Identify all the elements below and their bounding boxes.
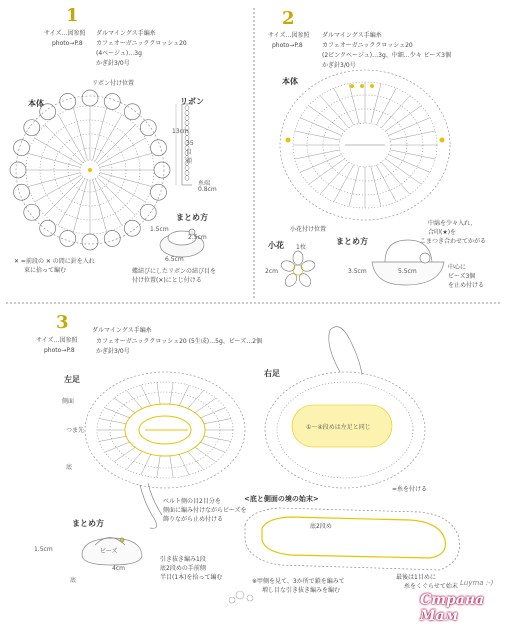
s2-yarn-name: カフェオーガニッククロッシェ20: [322, 42, 413, 49]
s3-number: 3: [56, 312, 69, 333]
s3-note-10: 糸をくぐらせて始末: [404, 583, 458, 590]
s1-number: 1: [66, 5, 79, 26]
s3-size-label: サイズ…図参照: [36, 337, 78, 344]
s2-note-1: 中綿を少々入れ、: [428, 220, 477, 227]
s3-right-strap: [329, 327, 362, 375]
s3-note-5: 底2段めの手前側: [160, 565, 206, 572]
s1-thread-end: 糸端: [198, 180, 211, 187]
s1-ribbon-chain-count: 35目鎖: [186, 140, 194, 165]
s1-body-label: 本体: [28, 99, 44, 108]
s3-toe-label: つま先: [66, 427, 85, 434]
s3-photo-ref: photo→P.8: [44, 347, 75, 354]
s3-hook: かぎ針3/0号: [96, 348, 130, 355]
s3-side-label: 側面: [62, 398, 75, 405]
s3-dim-2: 4cm: [112, 565, 125, 572]
s3-note-1: ベルト側の目2目分を: [163, 498, 221, 505]
s2-finish-label: まとめ方: [336, 237, 368, 246]
s2-hook: かぎ針3/0号: [322, 62, 356, 69]
s3-note-9: 最後は1目めに: [396, 574, 436, 581]
s1-ribbon-position: リボン付け位置: [92, 80, 135, 87]
s1-note-1: ✕ =前段の ✕ の間に針を入れ: [14, 258, 95, 265]
s3-note-2: 側面に編み付けながらビーズを: [163, 507, 247, 514]
s1-yarn-name: カフェオーガニッククロッシェ20: [96, 40, 187, 47]
s2-yarn-brand: ダルマイングス手編糸: [322, 32, 382, 39]
decor-flowers: [229, 591, 253, 603]
s3-dim-3: 底: [70, 577, 77, 584]
s3-sole-label: 底: [66, 464, 73, 471]
s2-finish-drawing: [372, 240, 444, 285]
s1-note-3: 蝶結びにしたリボンの結び目を: [132, 268, 217, 275]
s3-boundary-title: <底と側面の境の始末>: [244, 495, 319, 503]
s3-left-label: 左足: [64, 375, 80, 384]
s1-hook: かぎ針3/0号: [96, 60, 130, 67]
s3-yarn-brand: ダルマイングス手編糸: [92, 327, 152, 334]
s2-note-6: を止め付ける: [448, 282, 485, 289]
s3-note-8: 増し目な引き抜き編みを編む: [262, 587, 341, 594]
s2-note-4: 中心に: [448, 264, 467, 271]
s2-dim-3: 5.5cm: [398, 268, 417, 275]
s3-note-4: 引き抜き編み1段: [160, 556, 206, 563]
s1-dim-1: 1.5cm: [150, 226, 169, 233]
s2-body-label: 本体: [282, 77, 298, 86]
s3-right-center-note: ①～④段めは左足と同じ: [306, 424, 371, 431]
s1-photo-ref: photo→P.8: [52, 40, 83, 47]
s3-credit: Luyma :-): [460, 579, 494, 587]
s3-attach-note: =糸を付ける: [392, 486, 428, 493]
s1-yarn-brand: ダルマイングス手編糸: [96, 30, 156, 37]
s1-dim-3: 6.5cm: [165, 256, 184, 263]
s2-note-3: こまつき合わせてかがる: [420, 238, 487, 245]
s1-center-mark: [88, 168, 92, 172]
s3-right-label: 右足: [264, 369, 280, 378]
s2-dim-1: 2cm: [265, 268, 278, 275]
s2-photo-ref: photo→P.8: [272, 42, 303, 49]
s3-note-6: 半目(1本)を拾って編む: [160, 574, 223, 581]
s2-flower-chart: [280, 251, 316, 289]
s1-note-2: 束に拾って編む: [24, 267, 67, 274]
s2-note-2: 合印(★)を: [428, 229, 457, 236]
watermark: Страна Мам: [420, 592, 485, 624]
s1-ribbon-length: 13cm: [172, 128, 189, 135]
s2-flower-label: 小花: [268, 241, 284, 250]
s3-strap-chain: [140, 483, 162, 528]
s3-boundary-drawing: [245, 508, 460, 570]
s2-yarn-color: (2ピンクベージュ)…3g、中細…少々 ビーズ3個: [322, 52, 451, 59]
s3-sole-row2: 底2段め: [310, 523, 332, 530]
s3-finish-label: まとめ方: [72, 519, 104, 528]
s3-yarn-name: カフェオーガニッククロッシェ20 (5生成)…5g、ビーズ…2個: [96, 338, 263, 345]
s1-size-label: サイズ…図参照: [44, 30, 86, 37]
s2-note-5: ビーズ3個: [448, 273, 476, 280]
s2-flower-count: 1枚: [296, 244, 306, 251]
s3-beads-label: ビーズ: [100, 548, 118, 555]
s3-dim-1: 1.5cm: [34, 546, 53, 553]
s2-flower-position: 小花付け位置: [290, 226, 327, 233]
s1-ribbon-label: リボン: [180, 97, 204, 106]
s3-note-7: ※甲側を見て、3か所で鎖を編みて: [252, 578, 345, 585]
s1-finish-label: まとめ方: [176, 213, 208, 222]
s2-size-label: サイズ…図参照: [268, 32, 310, 39]
s2-number: 2: [282, 8, 295, 29]
s1-yarn-color: (4ベージュ)…3g: [96, 50, 142, 57]
s1-note-4: 付け位置(✕)にとじ付ける: [132, 277, 202, 284]
s1-thread-end-length: 0.8cm: [198, 186, 217, 193]
s1-dim-2: 2.5cm: [188, 234, 207, 241]
s3-note-3: 飾りながら止め付ける: [163, 516, 224, 523]
s2-dim-2: 3.5cm: [348, 268, 367, 275]
